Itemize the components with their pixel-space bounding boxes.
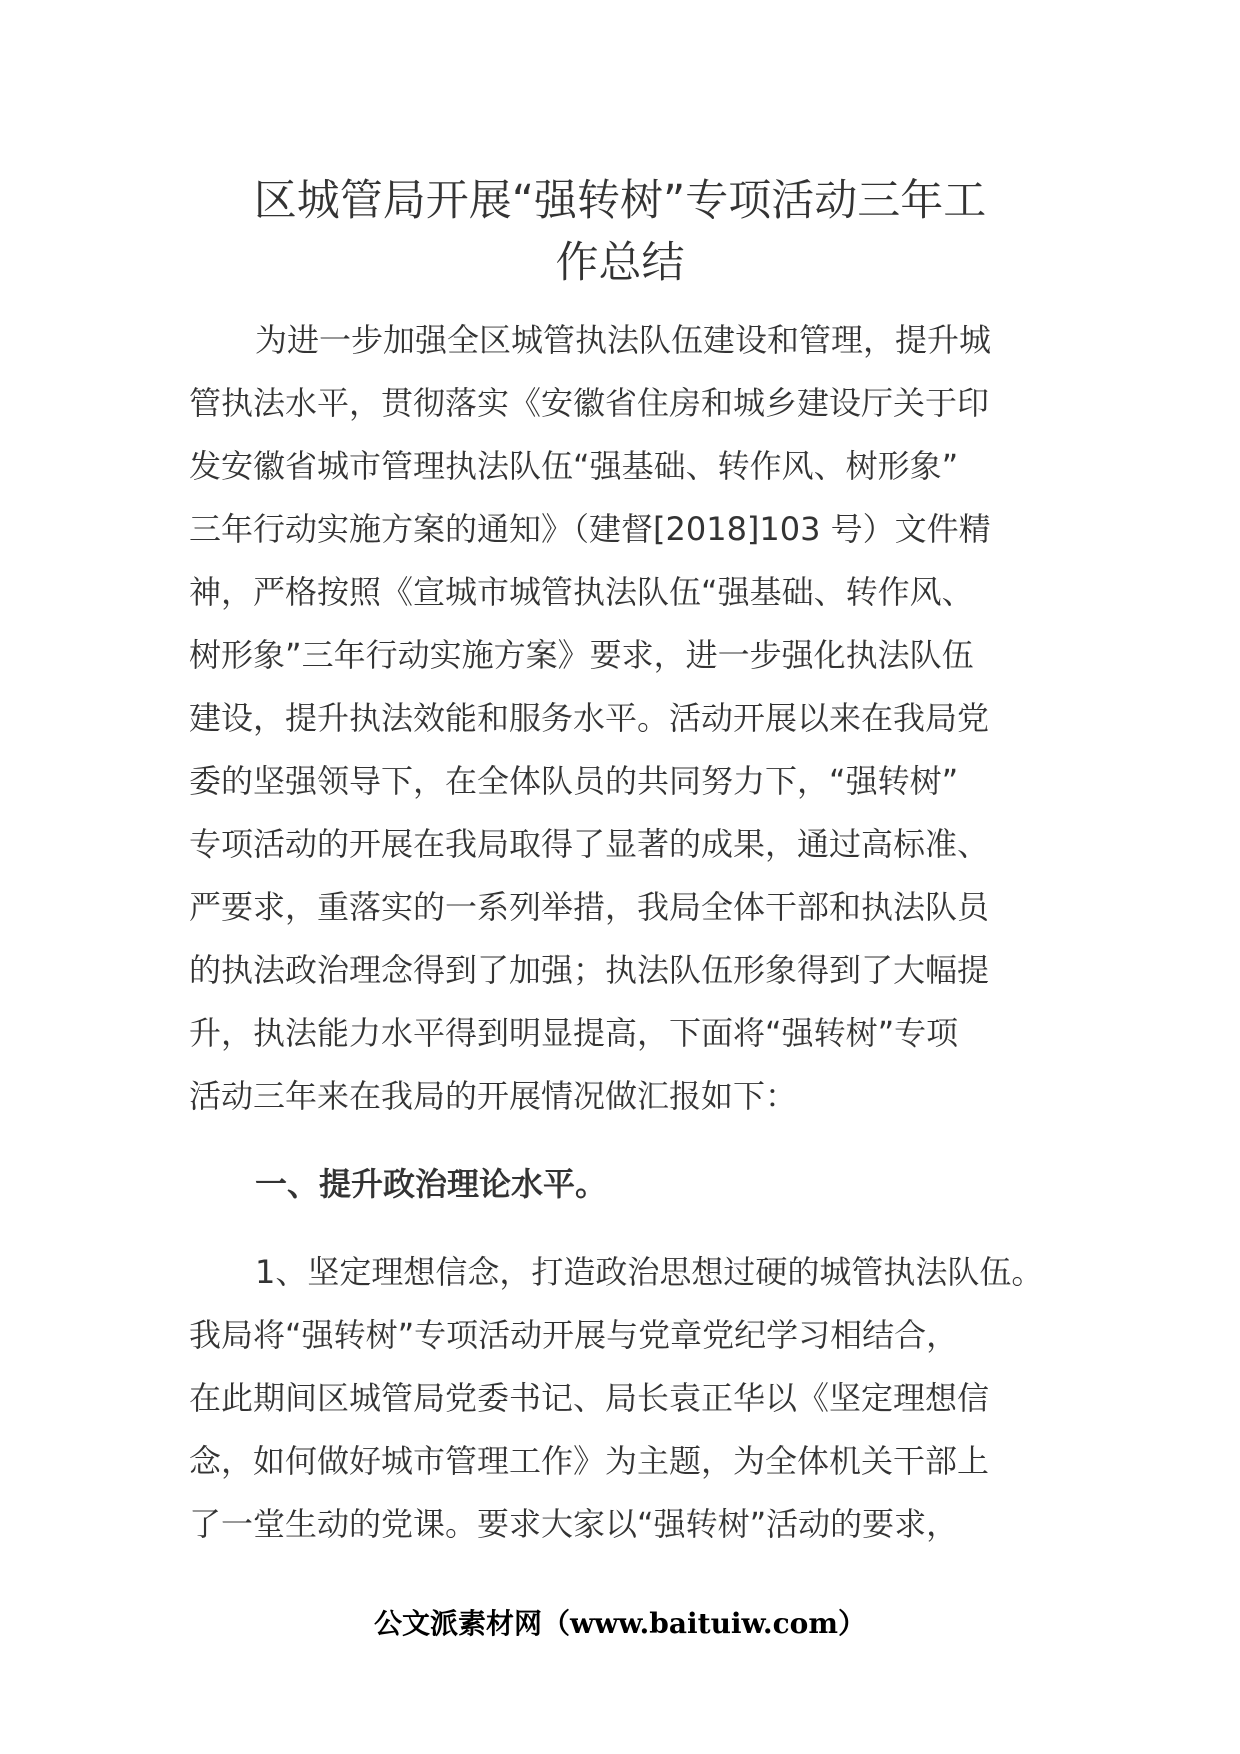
- paragraph-line: 的执法政治理念得到了加强；执法队伍形象得到了大幅提: [189, 951, 990, 989]
- paragraph-line: 发安徽省城市管理执法队伍“强基础、转作风、树形象”: [189, 447, 959, 485]
- paragraph-line: 树形象”三年行动实施方案》要求，进一步强化执法队伍: [189, 636, 974, 674]
- paragraph-line: 委的坚强领导下，在全体队员的共同努力下，“强转树”: [189, 762, 959, 800]
- paragraph-line: 为进一步加强全区城管执法队伍建设和管理，提升城: [255, 321, 992, 359]
- paragraph-line: 建设，提升执法效能和服务水平。活动开展以来在我局党: [189, 699, 990, 737]
- paragraph-line: 专项活动的开展在我局取得了显著的成果，通过高标准、: [189, 825, 990, 863]
- paragraph-line: 升，执法能力水平得到明显提高，下面将“强转树”专项: [189, 1014, 959, 1052]
- document-title-line-2: 作总结: [555, 238, 685, 288]
- paragraph-line: 严要求，重落实的一系列举措，我局全体干部和执法队员: [189, 888, 990, 926]
- paragraph-line: 念，如何做好城市管理工作》为主题，为全体机关干部上: [189, 1442, 990, 1480]
- paragraph-line: 1、坚定理想信念，打造政治思想过硬的城管执法队伍。: [255, 1253, 1044, 1291]
- paragraph-line: 在此期间区城管局党委书记、局长袁正华以《坚定理想信: [189, 1379, 990, 1417]
- paragraph-line: 神，严格按照《宣城市城管执法队伍“强基础、转作风、: [189, 573, 974, 611]
- watermark-footer: 公文派素材网（www.baituiw.com）: [374, 1607, 866, 1640]
- paragraph-line: 管执法水平，贯彻落实《安徽省住房和城乡建设厅关于印: [189, 384, 990, 422]
- paragraph-line: 我局将“强转树”专项活动开展与党章党纪学习相结合，: [189, 1316, 959, 1354]
- document-title-line-1: 区城管局开展“强转树”专项活动三年工: [253, 176, 987, 226]
- section-heading: 一、提升政治理论水平。: [255, 1165, 608, 1203]
- paragraph-line: 三年行动实施方案的通知》（建督[2018]103 号）文件精: [189, 510, 991, 548]
- paragraph-line: 活动三年来在我局的开展情况做汇报如下：: [189, 1077, 798, 1115]
- paragraph-line: 了一堂生动的党课。要求大家以“强转树”活动的要求，: [189, 1505, 959, 1543]
